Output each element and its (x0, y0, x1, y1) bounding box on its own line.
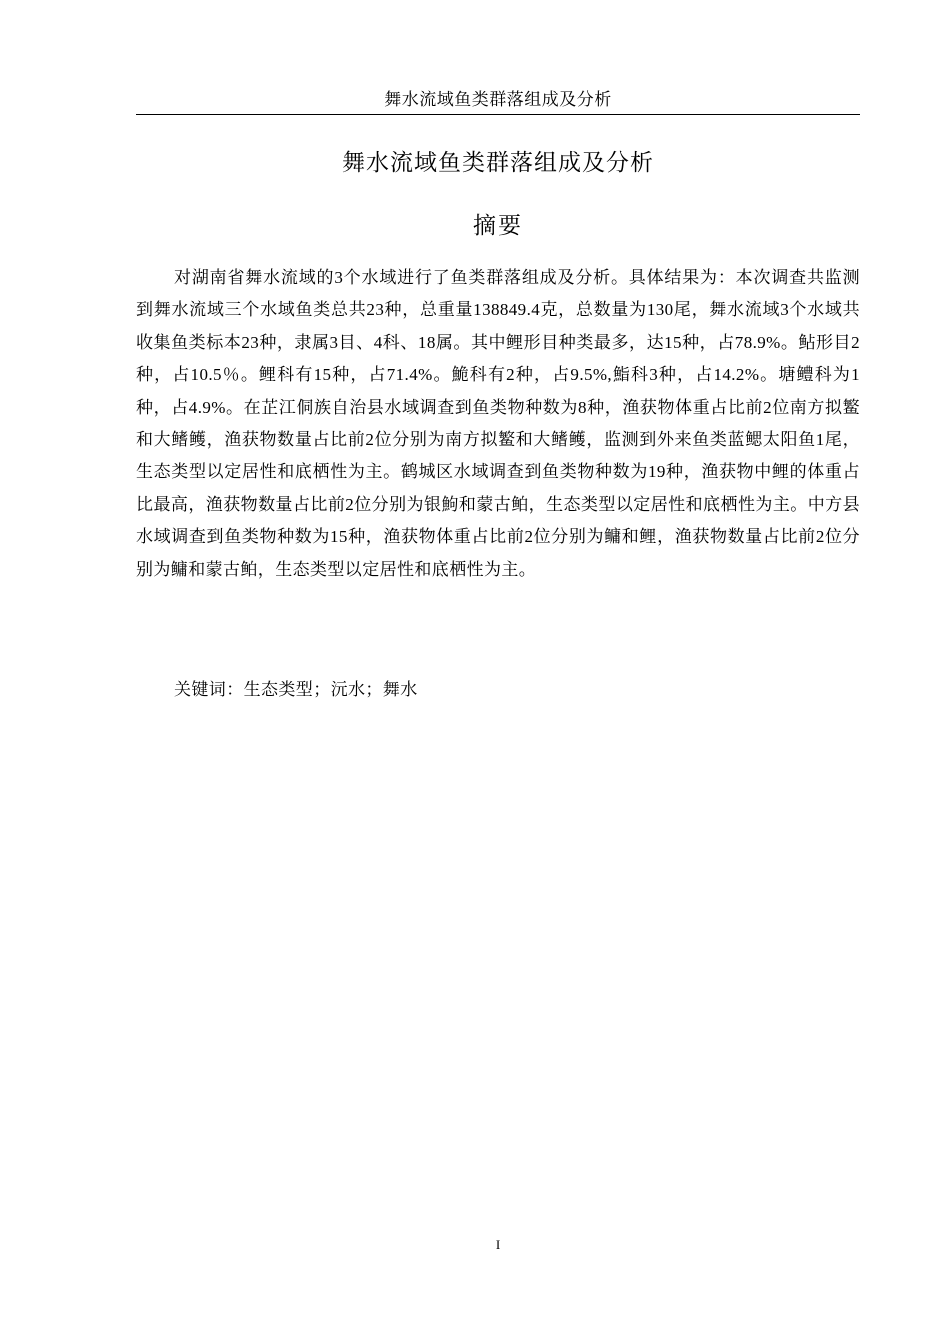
keywords: 关键词：生态类型；沅水；舞水 (174, 680, 418, 699)
page-number: I (495, 1237, 501, 1252)
abstract-body: 对湖南省舞水流域的3个水域进行了鱼类群落组成及分析。具体结果为：本次调查共监测到舞水流域三个水域鱼类总共23种，总重量138849.4克，总数量为130尾，舞水流域3个水域共收集鱼类标本23种，隶属3目、4科、18属。其中鲤形目种类最多，达15种，占78.9%。鲇形目2种，占10.5％。鲤科有15种，占71.4%。鮠科有2种，占9.5%,鮨科3种，占14.2%。塘鳢科为1种，占4.9%。在芷江侗族自治县水域调查到鱼类物种数为8种，渔获物体重占比前2位南方拟鳘和大鳍鳠，渔获物数量占比前2位分别为南方拟鳘和大鳍鳠，监测到外来鱼类蓝鳃太阳鱼1尾，生态类型以定居性和底栖性为主。鹤城区水域调查到鱼类物种数为19种，渔获物中鲤的体重占比最高，渔获物数量占比前2位分别为银鮈和蒙古鲌，生态类型以定居性和底栖性为主。中方县水域调查到鱼类物种数为15种，渔获物体重占比前2位分别为鳙和鲤，渔获物数量占比前2位分别为鳙和蒙古鲌，生态类型以定居性和底栖性为主。 (136, 268, 860, 579)
abstract-heading: 摘要 (473, 213, 523, 239)
running-header: 舞水流域鱼类群落组成及分析 (384, 90, 612, 109)
header-rule (136, 114, 860, 115)
document-title: 舞水流域鱼类群落组成及分析 (342, 150, 654, 176)
